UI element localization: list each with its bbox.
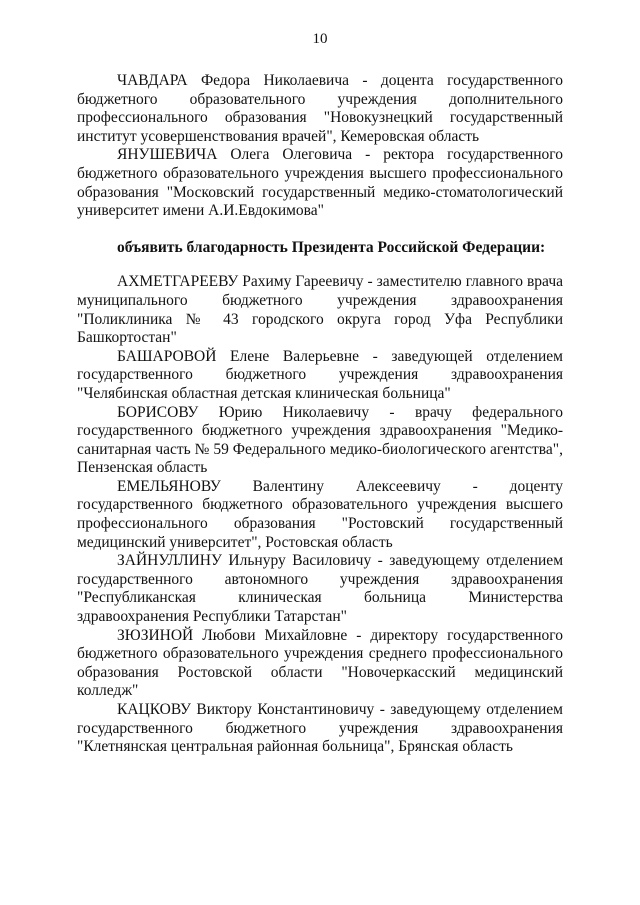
paragraph-zyuzinoy: ЗЮЗИНОЙ Любови Михайловне - директору государственного бюджетного образовательного учреждения среднего профессионального образования Ростовской области "Новочеркасский медицинский колледж" (77, 626, 563, 700)
paragraph-katskovu: КАЦКОВУ Виктору Константиновичу - заведующему отделением государственного бюджетного учреждения здравоохранения "Клетнянская центральная районная больница", Брянская область (77, 701, 563, 756)
paragraph-akhmetgareevu: АХМЕТГАРЕЕВУ Рахиму Гареевичу - заместителю главного врача муниципального бюджетного учреждения здравоохранения "Поликлиника № 43 городского округа город Уфа Республики Башкортостан" (77, 273, 563, 347)
paragraph-basharovoy: БАШАРОВОЙ Елене Валерьевне - заведующей отделением государственного бюджетного учреждения здравоохранения "Челябинская областная детская клиническая больница" (77, 347, 563, 402)
section-heading: объявить благодарность Президента Российской Федерации: (117, 238, 546, 256)
paragraph-yanushevicha: ЯНУШЕВИЧА Олега Олеговича - ректора государственного бюджетного образовательного учреждения высшего профессионального образования "Московский государственный медико-стоматологический университет имени А.И.Евдокимова" (77, 146, 563, 220)
paragraph-borisovu: БОРИСОВУ Юрию Николаевичу - врачу федерального государственного бюджетного учреждения здравоохранения "Медико-санитарная часть № 59 Федерального медико-биологического агентства", Пензенская область (77, 403, 563, 477)
document-body (77, 72, 563, 757)
paragraph-emelyanovu: ЕМЕЛЬЯНОВУ Валентину Алексеевичу - доценту государственного бюджетного образовательного учреждения высшего профессионального образования "Ростовский государственный медицинский университет", Ростовская область (77, 477, 563, 551)
paragraph-chavdara: ЧАВДАРА Федора Николаевича - доцента государственного бюджетного образовательного учреждения дополнительного профессионального образования "Новокузнецкий государственный институт усовершенствования врачей", Кемеровская область (77, 72, 563, 145)
paragraph-zaynullinu: ЗАЙНУЛЛИНУ Ильнуру Василовичу - заведующему отделением государственного автономного учреждения здравоохранения "Республиканская клиническая больница Министерства здравоохранения Республики Татарстан" (77, 552, 563, 626)
page-number: 10 (312, 31, 328, 47)
